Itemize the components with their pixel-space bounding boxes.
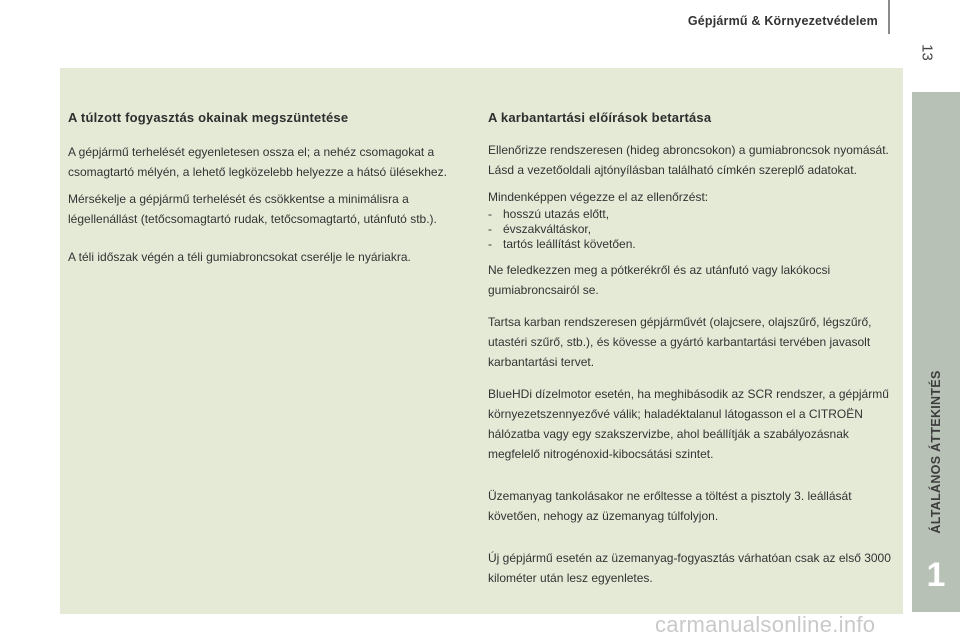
paragraph-spare-wheel: Ne feledkezzen meg a pótkerékről és az utánfutó vagy lakókocsi gumiabroncsairól se. xyxy=(488,263,831,297)
section-heading-consumption: A túlzott fogyasztás okainak megszüntetése xyxy=(68,110,349,125)
chapter-tab xyxy=(912,92,960,612)
right-column xyxy=(488,110,893,595)
paragraph-load-distribution: A gépjármű terhelését egyenletesen ossza el; a nehéz csomagokat a csomagtartó mélyén, a lehető legközelebb helyezze a hátsó ülésekhez. xyxy=(68,145,447,179)
chapter-label: ÁLTALÁNOS ÁTTEKINTÉS xyxy=(929,370,943,534)
list-item: - évszakváltáskor, xyxy=(488,222,893,237)
header-title: Gépjármű & Környezetvédelem xyxy=(687,14,878,28)
paragraph-tyre-pressure: Ellenőrizze rendszeresen (hideg abroncsokon) a gumiabroncsok nyomását. Lásd a vezetőoldali ajtónyílásban található címkén szereplő adatokat. xyxy=(488,143,889,177)
paragraph-service-plan: Tartsa karban rendszeresen gépjárművét (olajcsere, olajszűrő, légszűrő, utastéri szűrő, stb.), és kövesse a gyártó karbantartási tervében javasolt karbantartási tervet. xyxy=(488,315,872,369)
chapter-number: 1 xyxy=(926,556,946,594)
check-intro: Mindenképpen végezze el az ellenőrzést: xyxy=(488,190,709,204)
section-heading-maintenance: A karbantartási előírások betartása xyxy=(488,110,712,125)
list-item: - hosszú utazás előtt, xyxy=(488,207,893,222)
paragraph-new-vehicle: Új gépjármű esetén az üzemanyag-fogyasztás várhatóan csak az első 3000 kilométer után lesz egyenletes. xyxy=(488,551,891,585)
paragraph-bluehdi-scr: BlueHDi dízelmotor esetén, ha meghibásodik az SCR rendszer, a gépjármű környezetszennyezővé válik; haladéktalanul látogasson el a CITROËN hálózatba vagy egy szakszervizbe, ahol beállítják a szabályozásnak megfelelő nitrogénoxid-kibocsátási szintet. xyxy=(488,387,889,461)
header-divider xyxy=(888,0,890,34)
paragraph-reduce-drag: Mérsékelje a gépjármű terhelését és csökkentse a minimálisra a légellenállást (tetőcsomagtartó rudak, tetőcsomagtartó, utánfutó stb.). xyxy=(68,192,437,226)
page-number: 13 xyxy=(918,44,936,61)
left-column xyxy=(68,110,468,274)
watermark-text: carmanualsonline.info xyxy=(655,612,876,637)
list-item: - tartós leállítást követően. xyxy=(488,237,893,252)
paragraph-winter-tyres: A téli időszak végén a téli gumiabroncsokat cserélje le nyáriakra. xyxy=(68,250,411,264)
paragraph-refuelling: Üzemanyag tankolásakor ne erőltesse a töltést a pisztoly 3. leállását követően, nehogy az üzemanyag túlfolyjon. xyxy=(488,489,852,523)
check-list xyxy=(488,207,893,252)
